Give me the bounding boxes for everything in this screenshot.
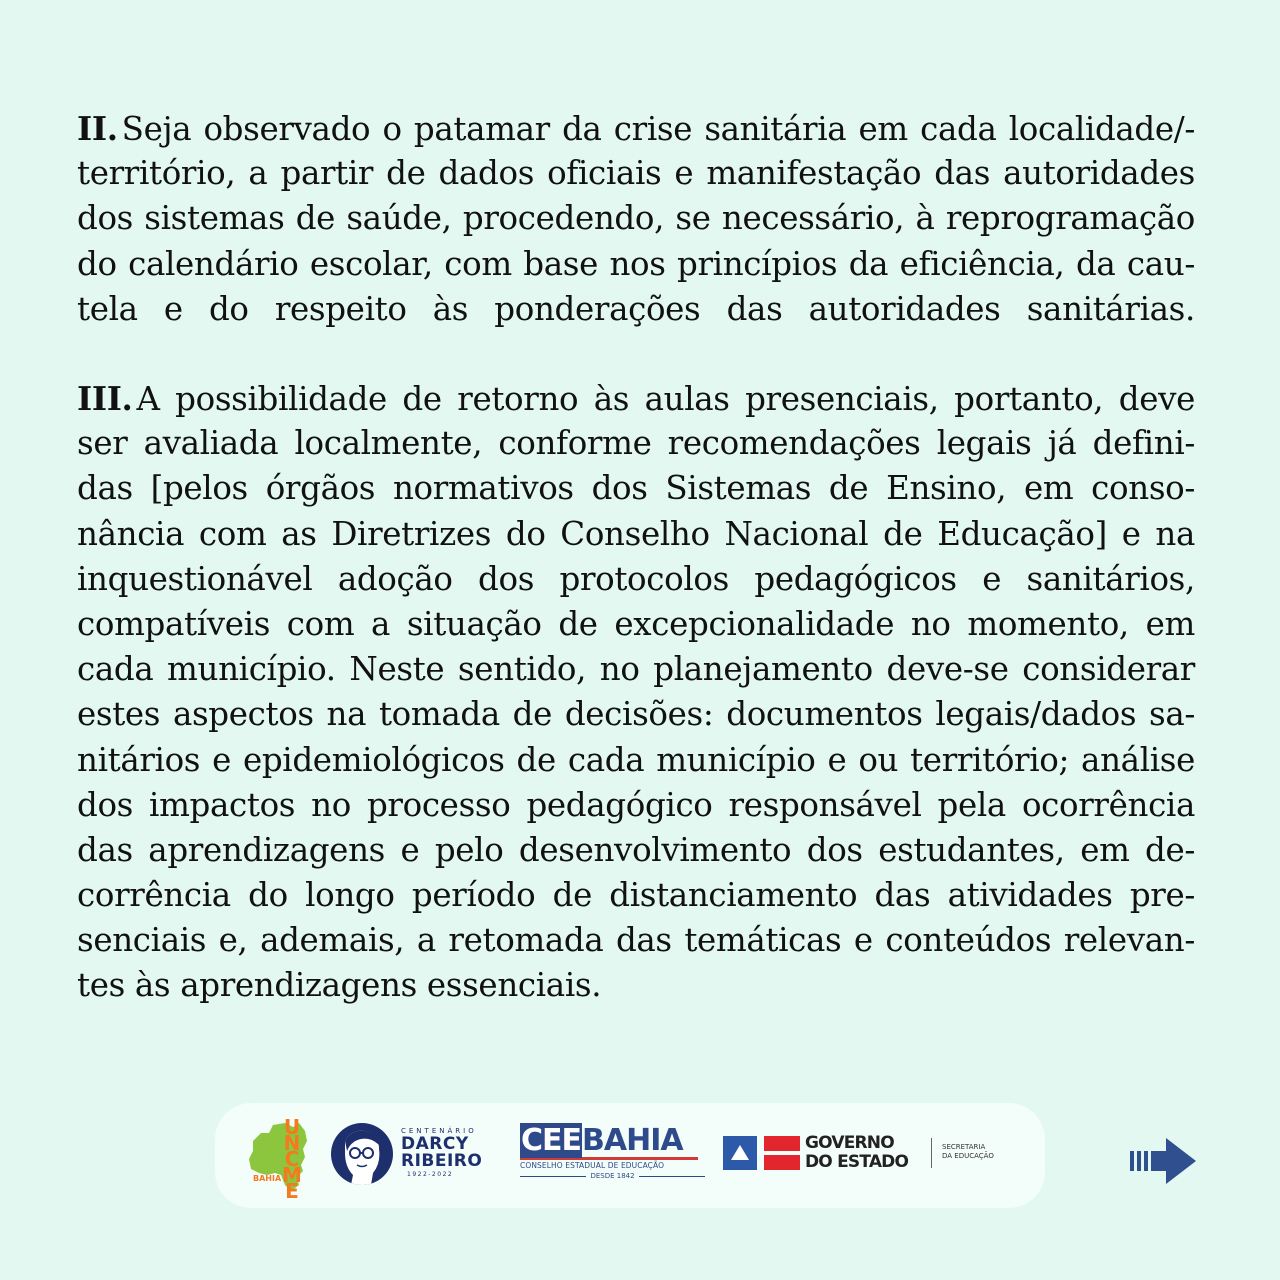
cee-subtitle: CONSELHO ESTADUAL DE EDUCAÇÃO [520, 1161, 665, 1170]
paragraph-ii [77, 106, 1195, 332]
cee-bahia-logo [520, 1125, 705, 1187]
governo-line2: DO ESTADO [805, 1152, 909, 1172]
cee-wordmark-part2: BAHIA [582, 1123, 683, 1158]
secretaria-line2: DA EDUCAÇÃO [942, 1152, 994, 1160]
text-line: dos impactos no processo pedagógico responsável pela ocorrência [77, 785, 1195, 824]
cee-wordmark [520, 1125, 698, 1160]
bahia-flag-icon [723, 1136, 757, 1170]
uncme-region: BAHIA [253, 1174, 282, 1183]
text-line: ser avaliada localmente, conforme recomendações legais já defini- [77, 424, 1195, 463]
text-line: compatíveis com a situação de excepcionalidade no momento, em [77, 604, 1195, 643]
darcy-name-1: DARCY [401, 1134, 469, 1154]
text-line: das [pelos órgãos normativos dos Sistemas de Ensino, em conso- [77, 469, 1195, 508]
text-line: tela e do respeito às ponderações das autoridades sanitárias. [77, 289, 1195, 328]
text-line: estes aspectos na tomada de decisões: documentos legais/dados sa- [77, 695, 1195, 734]
line-text: Seja observado o patamar da crise sanitária em cada localidade/- [121, 110, 1195, 148]
text-line: dos sistemas de saúde, procedendo, se necessário, à reprogramação [77, 199, 1195, 238]
next-page-button[interactable] [1128, 1138, 1196, 1184]
text-line: do calendário escolar, com base nos princípios da eficiência, da cau- [77, 244, 1195, 283]
darcy-name-2: RIBEIRO [401, 1151, 483, 1171]
text-line: senciais e, ademais, a retomada das temáticas e conteúdos relevan- [77, 921, 1195, 960]
secretaria-label [942, 1143, 994, 1161]
darcy-wordmark [401, 1127, 482, 1180]
text-line: corrência do longo período de distanciamento das atividades pre- [77, 876, 1195, 915]
text-line: das aprendizagens e pelo desenvolvimento dos estudantes, em de- [77, 830, 1195, 869]
text-line: território, a partir de dados oficiais e manifestação das autoridades [77, 154, 1195, 193]
governo-line1: GOVERNO [805, 1133, 894, 1153]
text-line [77, 376, 1195, 421]
paragraph-iii [77, 376, 1195, 1009]
cee-since [520, 1172, 705, 1181]
darcy-ribeiro-logo [331, 1121, 481, 1191]
cee-wordmark-part1: CEE [521, 1123, 582, 1158]
line-text: A possibilidade de retorno às aulas presenciais, portanto, deve [136, 380, 1195, 418]
cee-since-text: DESDE 1842 [590, 1172, 635, 1180]
text-line: nância com as Diretrizes do Conselho Nacional de Educação] e na [77, 514, 1195, 553]
secretaria-line1: SECRETARIA [942, 1143, 986, 1151]
uncme-wordmark: UNCME [282, 1115, 302, 1203]
arrow-right-icon [1128, 1138, 1196, 1184]
governo-wordmark [805, 1134, 908, 1172]
text-line: cada município. Neste sentido, no planejamento deve-se considerar [77, 650, 1195, 689]
uncme-logo [245, 1115, 311, 1203]
text-line: tes às aprendizagens essenciais. [77, 966, 602, 1005]
paragraph-number: III. [77, 379, 133, 418]
darcy-centenario: CENTENÁRIO [401, 1127, 477, 1135]
footer-logo-bar [215, 1103, 1045, 1208]
darcy-years: 1922-2022 [407, 1171, 454, 1178]
divider [931, 1138, 932, 1168]
text-line: nitários e epidemiológicos de cada município e ou território; análise [77, 740, 1195, 779]
text-line [77, 106, 1195, 151]
darcy-portrait-icon [331, 1123, 393, 1185]
paragraph-number: II. [77, 109, 118, 148]
text-line: inquestionável adoção dos protocolos pedagógicos e sanitários, [77, 559, 1195, 598]
governo-bahia-logo [723, 1133, 1023, 1176]
